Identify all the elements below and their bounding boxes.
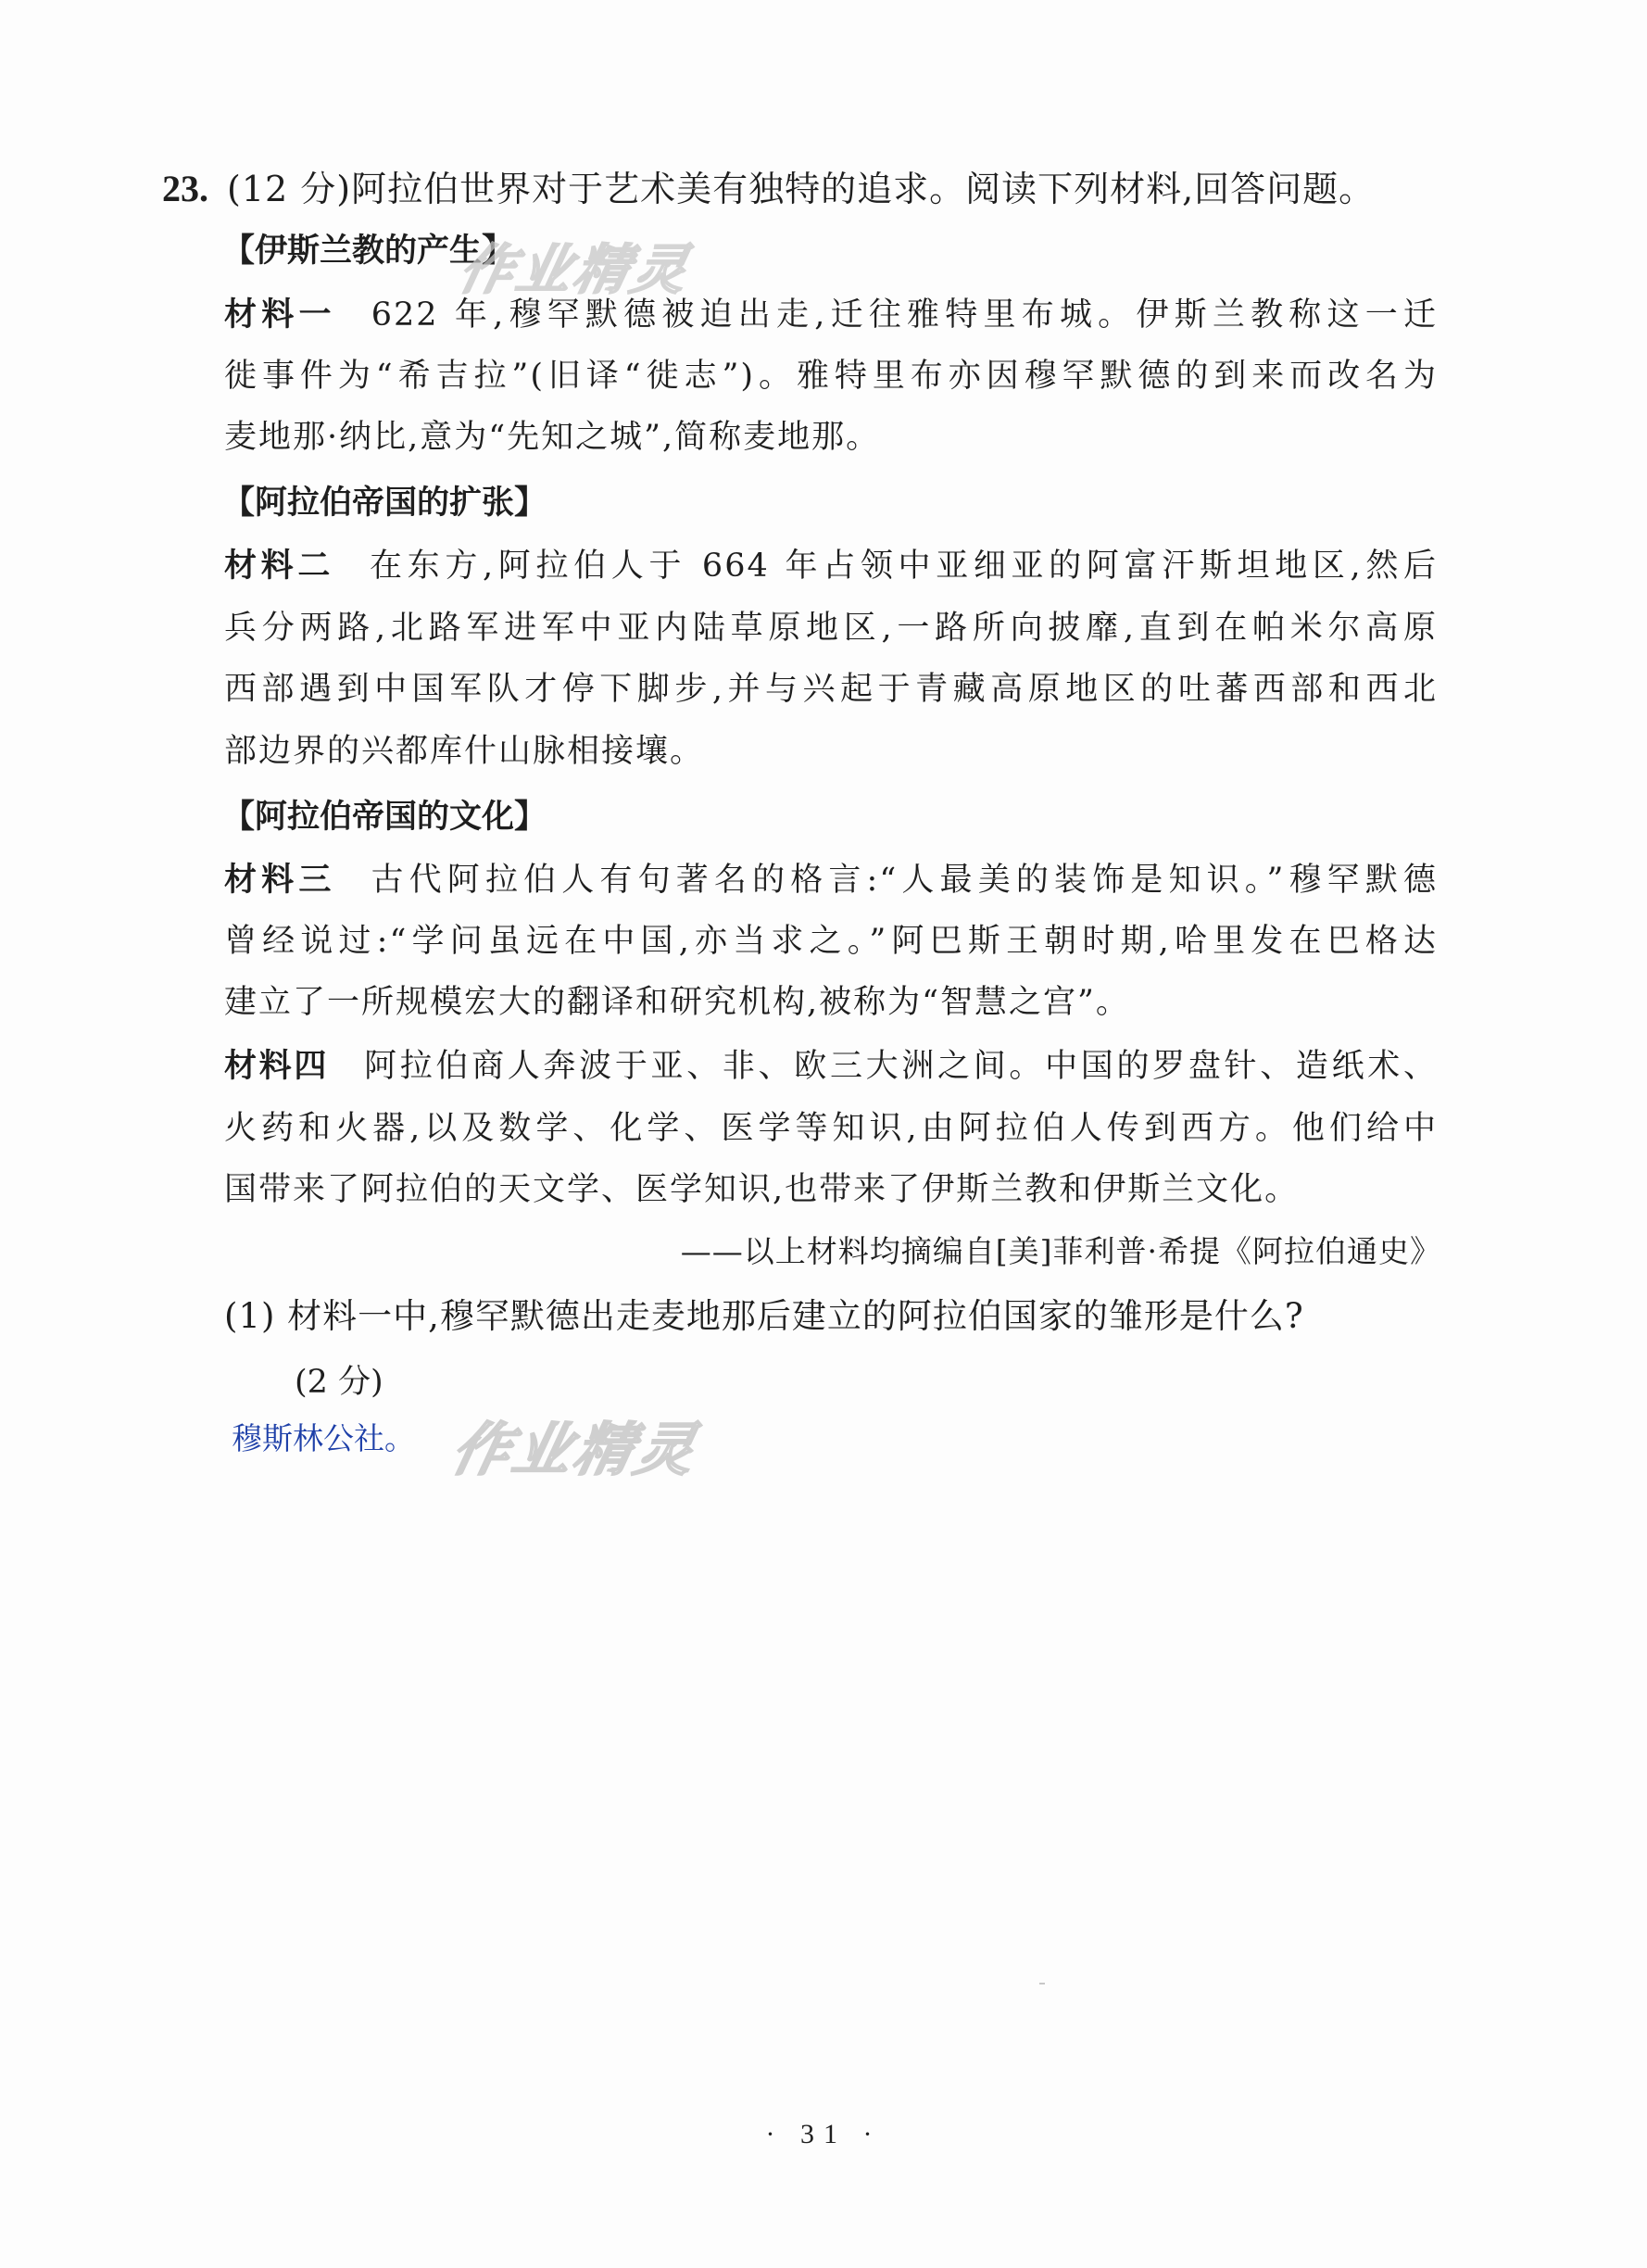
- material-4-line-2: 火药和火器,以及数学、化学、医学等知识,由阿拉伯人传到西方。他们给中: [224, 1110, 1438, 1147]
- watermark-logo: 作业精灵: [446, 1416, 705, 1483]
- material-2-line-4: 部边界的兴都库什山脉相接壤。: [224, 733, 705, 770]
- section-heading-islam-origin: 【伊斯兰教的产生】: [222, 233, 515, 270]
- material-3-line-2: 曾经说过:“学问虽远在中国,亦当求之。”阿巴斯王朝时期,哈里发在巴格达: [224, 923, 1438, 960]
- material-2-label: 材料二: [224, 548, 335, 585]
- material-2-line-2: 兵分两路,北路军进军中亚内陆草原地区,一路所向披靡,直到在帕米尔高原: [224, 610, 1438, 647]
- scan-speck: [1039, 1983, 1045, 1984]
- material-1-label: 材料一: [224, 296, 336, 334]
- material-1-line-2: 徙事件为“希吉拉”(旧译“徙志”)。雅特里布亦因穆罕默德的到来而改名为: [224, 358, 1438, 395]
- material-1-line-3: 麦地那·纳比,意为“先知之城”,简称麦地那。: [224, 419, 881, 456]
- question-number: 23.: [162, 168, 208, 209]
- material-4-line-1: 材料四 阿拉伯商人奔波于亚、非、欧三大洲之间。中国的罗盘针、造纸术、: [224, 1048, 1438, 1085]
- material-2-line-1: 材料二 在东方,阿拉伯人于 664 年占领中亚细亚的阿富汗斯坦地区,然后: [224, 548, 1438, 585]
- watermark-logo: 作业精灵: [453, 238, 698, 301]
- material-2-line-3: 西部遇到中国军队才停下脚步,并与兴起于青藏高原地区的吐蕃西部和西北: [224, 671, 1438, 708]
- material-3-line-3: 建立了一所规模宏大的翻译和研究机构,被称为“智慧之宫”。: [224, 984, 1130, 1021]
- subquestion-1: (1) 材料一中,穆罕默德出走麦地那后建立的阿拉伯国家的雏形是什么?: [224, 1296, 1304, 1336]
- material-3-label: 材料三: [224, 862, 336, 899]
- material-3-line-1: 材料三 古代阿拉伯人有句著名的格言:“人最美的装饰是知识。”穆罕默德: [224, 862, 1438, 899]
- subquestion-answer: 穆斯林公社。: [232, 1420, 415, 1456]
- material-4-line-3: 国带来了阿拉伯的天文学、医学知识,也带来了伊斯兰教和伊斯兰文化。: [224, 1171, 1300, 1208]
- section-heading-expansion: 【阿拉伯帝国的扩张】: [222, 485, 547, 522]
- source-citation: ——以上材料均摘编自[美]菲利普·希提《阿拉伯通史》: [680, 1233, 1441, 1269]
- material-1-line-1: 材料一 622 年,穆罕默德被迫出走,迁往雅特里布城。伊斯兰教称这一迁: [224, 296, 1438, 334]
- material-4-label: 材料四: [224, 1048, 330, 1085]
- section-heading-culture: 【阿拉伯帝国的文化】: [222, 799, 547, 836]
- subquestion-score: (2 分): [295, 1364, 383, 1401]
- question-stem: (12 分)阿拉伯世界对于艺术美有独特的追求。阅读下列材料,回答问题。: [227, 169, 1376, 209]
- page-number: · 31 ·: [765, 2119, 882, 2149]
